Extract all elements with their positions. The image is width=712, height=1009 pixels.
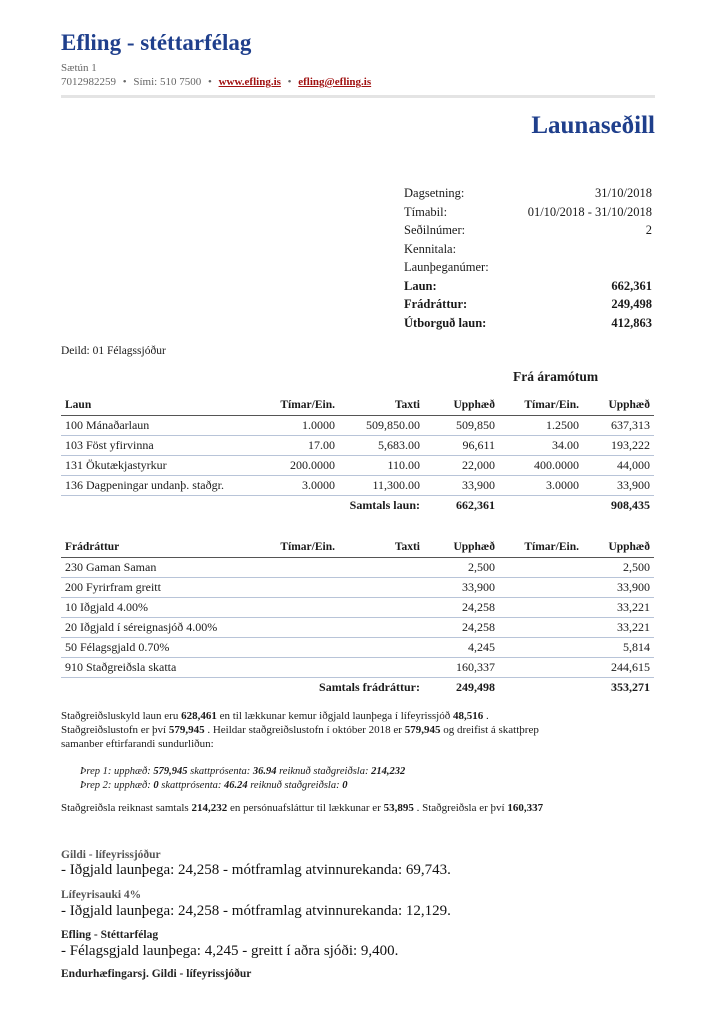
column-header: Upphæð bbox=[424, 395, 499, 415]
info-value: 662,361 bbox=[611, 278, 652, 293]
row-value-cell bbox=[266, 597, 339, 617]
info-row-deductions bbox=[404, 295, 652, 314]
total-ytd-value: 908,435 bbox=[611, 497, 650, 512]
row-value-cell: 5,814 bbox=[583, 637, 654, 657]
row-value-cell: 193,222 bbox=[583, 435, 654, 455]
row-label-cell: 910 Staðgreiðsla skatta bbox=[61, 657, 266, 677]
column-header: Laun bbox=[61, 395, 266, 415]
note-text: Staðgreiðsla reiknast samtals bbox=[61, 802, 192, 814]
info-label: Útborguð laun: bbox=[404, 315, 487, 330]
info-label: Kennitala: bbox=[404, 241, 457, 256]
row-value-cell bbox=[499, 577, 583, 597]
table-row bbox=[61, 577, 654, 597]
row-value-cell bbox=[339, 617, 424, 637]
bracket-value: 579,945 bbox=[153, 766, 188, 777]
info-row-salary bbox=[404, 277, 652, 296]
row-value-cell: 33,900 bbox=[583, 577, 654, 597]
organization-name: Efling - stéttarfélag bbox=[61, 30, 252, 55]
info-row-net-pay bbox=[404, 314, 652, 333]
table-row bbox=[61, 435, 654, 455]
info-label: Frádráttur: bbox=[404, 297, 468, 311]
info-value: 412,863 bbox=[611, 315, 652, 330]
bracket-text: reiknuð staðgreiðsla: bbox=[276, 766, 372, 777]
table-row bbox=[61, 597, 654, 617]
table-row bbox=[61, 455, 654, 475]
year-to-date-heading: Frá áramótum bbox=[513, 369, 599, 384]
table-row bbox=[61, 657, 654, 677]
table-row bbox=[61, 415, 654, 435]
fund-heading: Gildi - lífeyrissjóður bbox=[61, 849, 161, 861]
row-value-cell: 24,258 bbox=[424, 617, 499, 637]
row-value-cell bbox=[499, 637, 583, 657]
row-value-cell: 1.2500 bbox=[499, 415, 583, 435]
note-value: 628,461 bbox=[181, 710, 217, 722]
column-header: Tímar/Ein. bbox=[266, 537, 339, 557]
row-value-cell: 160,337 bbox=[424, 657, 499, 677]
info-value: 01/10/2018 - 31/10/2018 bbox=[527, 204, 652, 219]
row-value-cell bbox=[499, 597, 583, 617]
tax-brackets bbox=[80, 765, 405, 792]
row-value-cell: 24,258 bbox=[424, 597, 499, 617]
row-value-cell bbox=[266, 557, 339, 577]
bracket-value: 36.94 bbox=[252, 766, 277, 777]
fund-detail: - Iðgjald launþega: 24,258 - mótframlag atvinnurekanda: 12,129. bbox=[61, 903, 451, 919]
empty-cell bbox=[499, 677, 583, 697]
row-value-cell: 33,900 bbox=[583, 475, 654, 495]
note-text: . Heildar staðgreiðslustofn í október 2018 er bbox=[204, 724, 405, 736]
row-value-cell: 637,313 bbox=[583, 415, 654, 435]
tax-basis-note bbox=[61, 709, 661, 751]
note-text: og dreifist á skattþrep bbox=[440, 724, 539, 736]
row-value-cell bbox=[499, 617, 583, 637]
note-value: 48,516 bbox=[452, 710, 484, 722]
row-value-cell bbox=[266, 637, 339, 657]
separator-bullet: • bbox=[122, 76, 127, 88]
bracket-text: reiknuð staðgreiðsla: bbox=[247, 779, 343, 791]
row-value-cell: 33,221 bbox=[583, 617, 654, 637]
table-row bbox=[61, 475, 654, 495]
table-total-row bbox=[61, 495, 654, 515]
column-header: Tímar/Ein. bbox=[499, 537, 583, 557]
row-value-cell: 11,300.00 bbox=[339, 475, 424, 495]
column-header: Upphæð bbox=[583, 395, 654, 415]
bracket-value: 0 bbox=[342, 779, 348, 791]
note-line: samanber eftirfarandi sundurliðun: bbox=[61, 738, 214, 750]
header-divider bbox=[61, 95, 655, 98]
fund-heading: Endurhæfingarsj. Gildi - lífeyrissjóður bbox=[61, 968, 252, 980]
bracket-value: 0 bbox=[153, 779, 159, 791]
note-text: . bbox=[483, 710, 489, 722]
fund-heading: Lífeyrisauki 4% bbox=[61, 889, 142, 901]
info-row-employee-number bbox=[404, 258, 652, 277]
organization-kennitala: 7012982259 bbox=[61, 76, 116, 88]
document-title: Launaseðill bbox=[531, 112, 655, 139]
bracket-text: Þrep 1: upphæð: bbox=[80, 766, 154, 777]
row-value-cell bbox=[266, 657, 339, 677]
row-label-cell: 131 Ökutækjastyrkur bbox=[61, 455, 266, 475]
bracket-text: Þrep 2: upphæð: bbox=[80, 779, 154, 791]
tax-bracket-row bbox=[80, 779, 405, 793]
organization-contact-line bbox=[61, 76, 371, 88]
row-value-cell: 2,500 bbox=[583, 557, 654, 577]
total-label: Samtals frádráttur: bbox=[319, 679, 420, 694]
row-value-cell bbox=[339, 637, 424, 657]
row-value-cell: 509,850 bbox=[424, 415, 499, 435]
note-line bbox=[61, 709, 661, 723]
column-header: Tímar/Ein. bbox=[499, 395, 583, 415]
row-value-cell: 509,850.00 bbox=[339, 415, 424, 435]
tax-total-note bbox=[61, 801, 661, 815]
info-value: 31/10/2018 bbox=[595, 186, 652, 200]
info-value: 249,498 bbox=[611, 297, 652, 311]
column-header: Tímar/Ein. bbox=[266, 395, 339, 415]
column-header: Upphæð bbox=[583, 537, 654, 557]
column-header: Upphæð bbox=[424, 537, 499, 557]
deductions-table bbox=[61, 537, 654, 697]
info-label: Dagsetning: bbox=[404, 186, 465, 200]
row-label-cell: 230 Gaman Saman bbox=[61, 557, 266, 577]
row-value-cell bbox=[339, 597, 424, 617]
note-text: Staðgreiðsluskyld laun eru bbox=[61, 710, 182, 722]
note-value: 160,337 bbox=[507, 802, 544, 814]
note-value: 53,895 bbox=[383, 802, 414, 814]
row-value-cell bbox=[339, 657, 424, 677]
row-value-cell: 5,683.00 bbox=[339, 435, 424, 455]
row-value-cell: 44,000 bbox=[583, 455, 654, 475]
note-value: 214,232 bbox=[191, 802, 228, 814]
row-value-cell: 96,611 bbox=[424, 435, 499, 455]
row-value-cell bbox=[499, 657, 583, 677]
table-header-row bbox=[61, 537, 654, 557]
row-value-cell: 4,245 bbox=[424, 637, 499, 657]
salary-table bbox=[61, 395, 654, 515]
row-label-cell: 10 Iðgjald 4.00% bbox=[61, 597, 266, 617]
column-header: Frádráttur bbox=[61, 537, 266, 557]
table-row bbox=[61, 617, 654, 637]
row-value-cell: 1.0000 bbox=[266, 415, 339, 435]
row-value-cell: 110.00 bbox=[339, 455, 424, 475]
row-value-cell bbox=[339, 577, 424, 597]
table-row bbox=[61, 557, 654, 577]
note-text: Staðgreiðslustofn er því bbox=[61, 724, 169, 736]
total-label: Samtals laun: bbox=[349, 497, 420, 512]
note-value: 579,945 bbox=[168, 724, 205, 736]
info-label: Laun: bbox=[404, 278, 437, 293]
row-label-cell: 136 Dagpeningar undanþ. staðgr. bbox=[61, 475, 266, 495]
total-value: 249,498 bbox=[456, 679, 495, 694]
row-label-cell: 200 Fyrirfram greitt bbox=[61, 577, 266, 597]
note-text: en til lækkunar kemur iðgjald launþega í lífeyrissjóð bbox=[216, 710, 453, 722]
organization-phone: Sími: 510 7500 bbox=[133, 76, 202, 88]
separator-bullet: • bbox=[207, 76, 212, 88]
info-label: Seðilnúmer: bbox=[404, 223, 466, 237]
note-text: . Staðgreiðsla er því bbox=[413, 802, 508, 814]
department-label: Deild: 01 Félagssjóður bbox=[61, 345, 166, 357]
website-link[interactable]: www.efling.is bbox=[218, 76, 281, 88]
row-label-cell: 50 Félagsgjald 0.70% bbox=[61, 637, 266, 657]
info-row-slip-number bbox=[404, 221, 652, 240]
row-label-cell: 103 Föst yfirvinna bbox=[61, 435, 266, 455]
row-value-cell: 244,615 bbox=[583, 657, 654, 677]
row-value-cell bbox=[499, 557, 583, 577]
email-link[interactable]: efling@efling.is bbox=[298, 76, 372, 88]
tax-bracket-row bbox=[80, 765, 405, 779]
row-value-cell bbox=[339, 557, 424, 577]
separator-bullet: • bbox=[287, 76, 292, 88]
fund-detail: - Iðgjald launþega: 24,258 - mótframlag atvinnurekanda: 69,743. bbox=[61, 862, 451, 878]
column-header: Taxti bbox=[339, 395, 424, 415]
note-text: en persónuafsláttur til lækkunar er bbox=[227, 802, 384, 814]
empty-cell bbox=[499, 495, 583, 515]
info-row-period bbox=[404, 203, 652, 222]
row-value-cell: 3.0000 bbox=[266, 475, 339, 495]
row-label-cell: 20 Iðgjald í séreignasjóð 4.00% bbox=[61, 617, 266, 637]
fund-heading: Efling - Stéttarfélag bbox=[61, 929, 159, 941]
fund-detail: - Félagsgjald launþega: 4,245 - greitt í aðra sjóði: 9,400. bbox=[61, 943, 399, 959]
bracket-text: skattprósenta: bbox=[158, 779, 224, 791]
column-header: Taxti bbox=[339, 537, 424, 557]
total-ytd-value: 353,271 bbox=[611, 679, 650, 694]
info-value: 2 bbox=[645, 223, 652, 237]
bracket-value: 214,232 bbox=[371, 766, 406, 777]
table-total-row bbox=[61, 677, 654, 697]
bracket-value: 46.24 bbox=[223, 779, 248, 791]
row-value-cell: 200.0000 bbox=[266, 455, 339, 475]
payslip-info-block bbox=[404, 184, 652, 332]
info-label: Tímabil: bbox=[404, 204, 448, 219]
table-row bbox=[61, 637, 654, 657]
info-row-date bbox=[404, 184, 652, 203]
row-value-cell bbox=[266, 617, 339, 637]
row-value-cell: 33,900 bbox=[424, 475, 499, 495]
note-value: 579,945 bbox=[404, 724, 441, 736]
row-value-cell: 34.00 bbox=[499, 435, 583, 455]
info-row-kennitala bbox=[404, 240, 652, 259]
row-value-cell: 22,000 bbox=[424, 455, 499, 475]
row-label-cell: 100 Mánaðarlaun bbox=[61, 415, 266, 435]
row-value-cell: 33,900 bbox=[424, 577, 499, 597]
bracket-text: skattprósenta: bbox=[187, 766, 253, 777]
total-value: 662,361 bbox=[456, 497, 495, 512]
row-value-cell: 17.00 bbox=[266, 435, 339, 455]
row-value-cell: 3.0000 bbox=[499, 475, 583, 495]
info-label: Launþeganúmer: bbox=[404, 260, 489, 274]
row-value-cell: 33,221 bbox=[583, 597, 654, 617]
note-line bbox=[61, 723, 661, 737]
row-value-cell bbox=[266, 577, 339, 597]
row-value-cell: 400.0000 bbox=[499, 455, 583, 475]
organization-address: Sætún 1 bbox=[61, 62, 97, 74]
table-header-row bbox=[61, 395, 654, 415]
row-value-cell: 2,500 bbox=[424, 557, 499, 577]
